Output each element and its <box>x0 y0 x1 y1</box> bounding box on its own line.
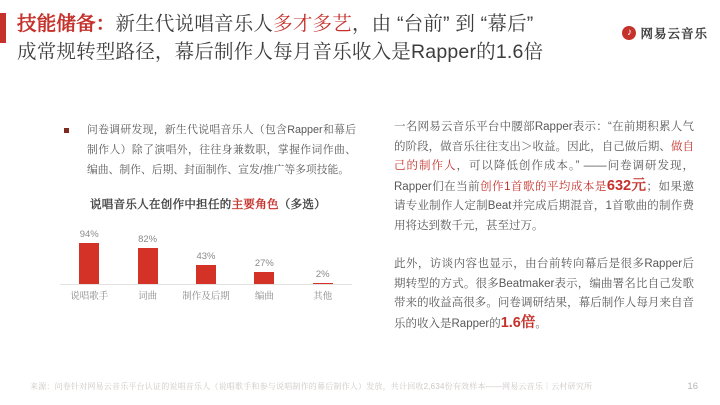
source-note: 来源：问卷针对网易云音乐平台认证的说唱音乐人（说唱歌手和参与说唱制作的幕后制作人）发放，共计回收2,634份有效样本——网易云音乐｜云村研究所 <box>30 382 593 391</box>
right-column <box>394 118 694 353</box>
chart-title-segment: 说唱音乐人在创作中担任的 <box>89 199 232 211</box>
bullet-item <box>60 120 356 180</box>
bar-chart-plot <box>60 222 352 302</box>
role-bar-chart <box>60 196 356 302</box>
bar-group <box>60 222 118 302</box>
cost-value: 632元 <box>606 177 647 194</box>
right-paragraph-1 <box>394 118 694 236</box>
bar-group <box>294 222 352 302</box>
bar-category-label: 词曲 <box>138 291 158 302</box>
text-segment: ；如果邀请专业制作人定制Beat并完成后期混音，1首歌曲的制作费用将达到数千元，甚至过万。 <box>394 180 694 232</box>
title-line-1 <box>17 11 627 39</box>
bar-value-label: 43% <box>196 251 216 263</box>
bar <box>79 243 99 284</box>
page-number: 16 <box>687 381 698 392</box>
text-highlight: 做自己的制作人 <box>394 140 695 172</box>
bar <box>313 283 333 284</box>
bar-value-label: 94% <box>79 228 99 240</box>
netease-cloud-music-logo <box>622 24 708 42</box>
bar <box>138 248 158 284</box>
text-segment: 此外，访谈内容也显示，由台前转向幕后是很多Rapper后期转型的方式。很多Beatmaker表示，编曲署名比自己发歌带来的收益高很多。问卷调研结果，幕后制作人每月来自音乐的收入是Rapper的 <box>394 258 694 330</box>
slide-footer <box>30 381 698 392</box>
bar-category-label: 制作及后期 <box>182 291 230 302</box>
text-segment: 。 <box>535 317 547 330</box>
bar-category-label: 其他 <box>313 291 333 302</box>
bar <box>254 272 274 284</box>
text-segment: 一名网易云音乐平台中腰部Rapper表示：“在前期积累人气的阶段，做音乐往往支出＞收益。因此，自己做后期、 <box>394 121 694 153</box>
bar-group <box>118 222 176 302</box>
right-paragraph-2 <box>394 255 694 334</box>
bar-group <box>177 222 235 302</box>
bar-group <box>235 222 293 302</box>
bar-category-label: 说唱歌手 <box>70 291 109 302</box>
title-keyword: 技能储备： <box>17 13 116 35</box>
bar-value-label: 82% <box>138 233 158 245</box>
music-note-icon: ♪ <box>622 26 636 40</box>
slide-title <box>17 11 627 66</box>
left-column <box>60 120 356 302</box>
title-segment: 新生代说唱音乐人 <box>115 13 274 35</box>
bullet-marker <box>64 128 69 133</box>
text-segment: ，可以降低创作成本。” ——问卷调研发现，Rapper们在当前 <box>394 160 695 193</box>
title-accent-bar <box>0 13 6 43</box>
title-highlight: 多才多艺 <box>273 13 352 35</box>
bar <box>196 265 216 284</box>
bar-value-label: 27% <box>254 258 274 270</box>
chart-title-segment: （多选） <box>278 199 326 211</box>
bar-value-label: 2% <box>315 269 330 280</box>
bar-category-label: 编曲 <box>254 291 274 302</box>
income-multiplier-value: 1.6倍 <box>500 314 536 331</box>
chart-title-highlight: 主要角色 <box>231 199 279 211</box>
logo-text: 网易云音乐 <box>640 27 708 41</box>
text-highlight: 创作1首歌的平均成本是 <box>480 180 607 193</box>
title-segment: ，由 “台前” 到 “幕后” <box>351 13 534 35</box>
title-line-2: 成常规转型路径，幕后制作人每月音乐收入是Rapper的1.6倍 <box>17 40 544 63</box>
chart-title <box>60 196 356 212</box>
bullet-text: 问卷调研发现，新生代说唱音乐人（包含Rapper和幕后制作人）除了演唱外，往往身兼数职，掌握作词作曲、编曲、制作、后期、封面制作、宣发/推广等多项技能。 <box>87 124 356 176</box>
